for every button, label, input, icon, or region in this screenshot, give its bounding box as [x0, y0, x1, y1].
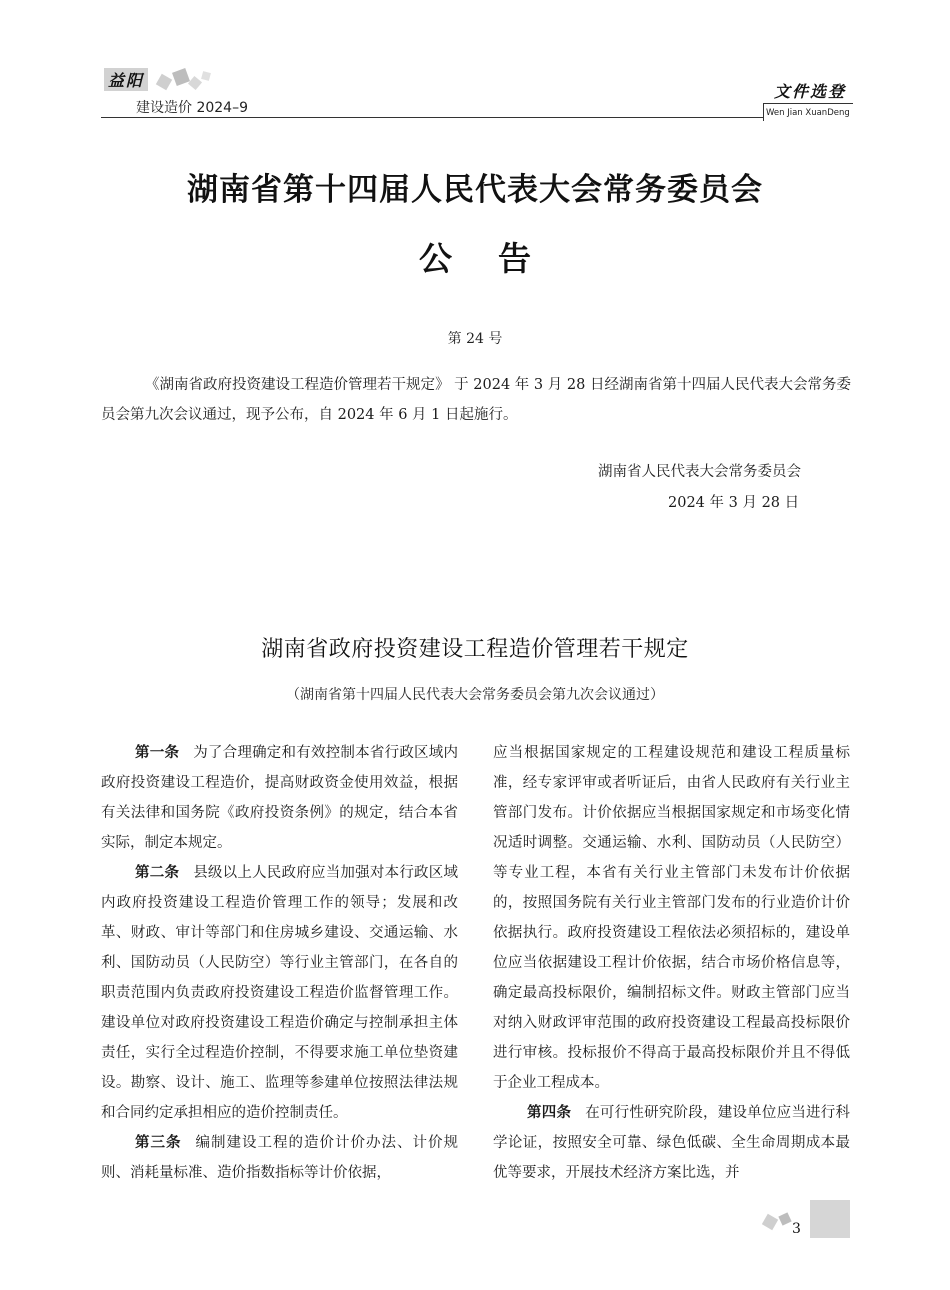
article-text: 编制建设工程的造价计价办法、计价规则、消耗量标准、造价指数指标等计价依据，	[101, 1135, 458, 1181]
article-3	[101, 1128, 458, 1188]
announcement-title: 湖南省第十四届人民代表大会常务委员会	[187, 172, 763, 208]
article-label: 第二条	[135, 865, 180, 881]
column-pinyin: Wen Jian XuanDeng	[763, 103, 853, 121]
article-4	[493, 1098, 850, 1188]
article-text: 为了合理确定和有效控制本省行政区域内政府投资建设工程造价，提高财政资金使用效益，根据有关法律和国务院《政府投资条例》的规定，结合本省实际，制定本规定。	[101, 745, 459, 851]
article-text: 县级以上人民政府应当加强对本行政区域内政府投资建设工程造价管理工作的领导；发展和改革、财政、审计等部门和住房城乡建设、交通运输、水利、国防动员（人民防空）等行业主管部门，在各自的职责范围内负责政府投资建设工程造价监督管理工作。建设单位对政府投资建设工程造价确定与控制承担主体责任，实行全过程造价控制，不得要求施工单位垫资建设。勘察、设计、施工、监理等参建单位按照法律法规和合同约定承担相应的造价控制责任。	[101, 865, 459, 1121]
regulation-title: 湖南省政府投资建设工程造价管理若干规定	[261, 637, 689, 662]
header-decoration-icon	[150, 62, 220, 102]
article-text: 在可行性研究阶段，建设单位应当进行科学论证，按照安全可靠、绿色低碳、全生命周期成本最优等要求，开展技术经济方案比选，并	[493, 1105, 851, 1181]
column-title: 文件选登	[773, 82, 846, 101]
header-rule	[101, 117, 763, 118]
journal-city-label: 益阳	[104, 68, 148, 91]
announcement-number: 第 24 号	[447, 331, 503, 347]
page-number: 3	[792, 1221, 801, 1237]
article-3-continuation: 应当根据国家规定的工程建设规范和建设工程质量标准，经专家评审或者听证后，由省人民政府有关行业主管部门发布。计价依据应当根据国家规定和市场变化情况适时调整。交通运输、水利、国防动员（人民防空）等专业工程，本省有关行业主管部门未发布计价依据的，按照国务院有关行业主管部门发布的行业造价计价依据执行。政府投资建设工程依法必须招标的，建设单位应当依据建设工程计价依据，结合市场价格信息等，确定最高投标限价，编制招标文件。财政主管部门应当对纳入财政评审范围的政府投资建设工程最高投标限价进行审核。投标报价不得高于最高投标限价并且不得低于企业工程成本。	[493, 745, 850, 1091]
announcement-body: 《湖南省政府投资建设工程造价管理若干规定》 于 2024 年 3 月 28 日经湖南省第十四届人民代表大会常务委员会第九次会议通过，现予公布，自 2024 年 6 月 1 日起施行。	[101, 377, 851, 423]
journal-issue: 建设造价 2024–9	[136, 100, 248, 116]
article-1	[101, 738, 458, 858]
regulation-subtitle: （湖南省第十四届人民代表大会常务委员会第九次会议通过）	[286, 687, 664, 703]
announcement-date: 2024 年 3 月 28 日	[668, 495, 800, 511]
article-2	[101, 858, 458, 1128]
announcement-issuer: 湖南省人民代表大会常务委员会	[598, 464, 801, 480]
footer-block	[810, 1200, 850, 1238]
article-label: 第三条	[135, 1135, 182, 1151]
article-label: 第四条	[527, 1105, 572, 1121]
left-column	[101, 738, 458, 1188]
right-column	[493, 738, 850, 1188]
article-label: 第一条	[135, 745, 180, 761]
announcement-subtitle: 公告	[419, 239, 577, 278]
